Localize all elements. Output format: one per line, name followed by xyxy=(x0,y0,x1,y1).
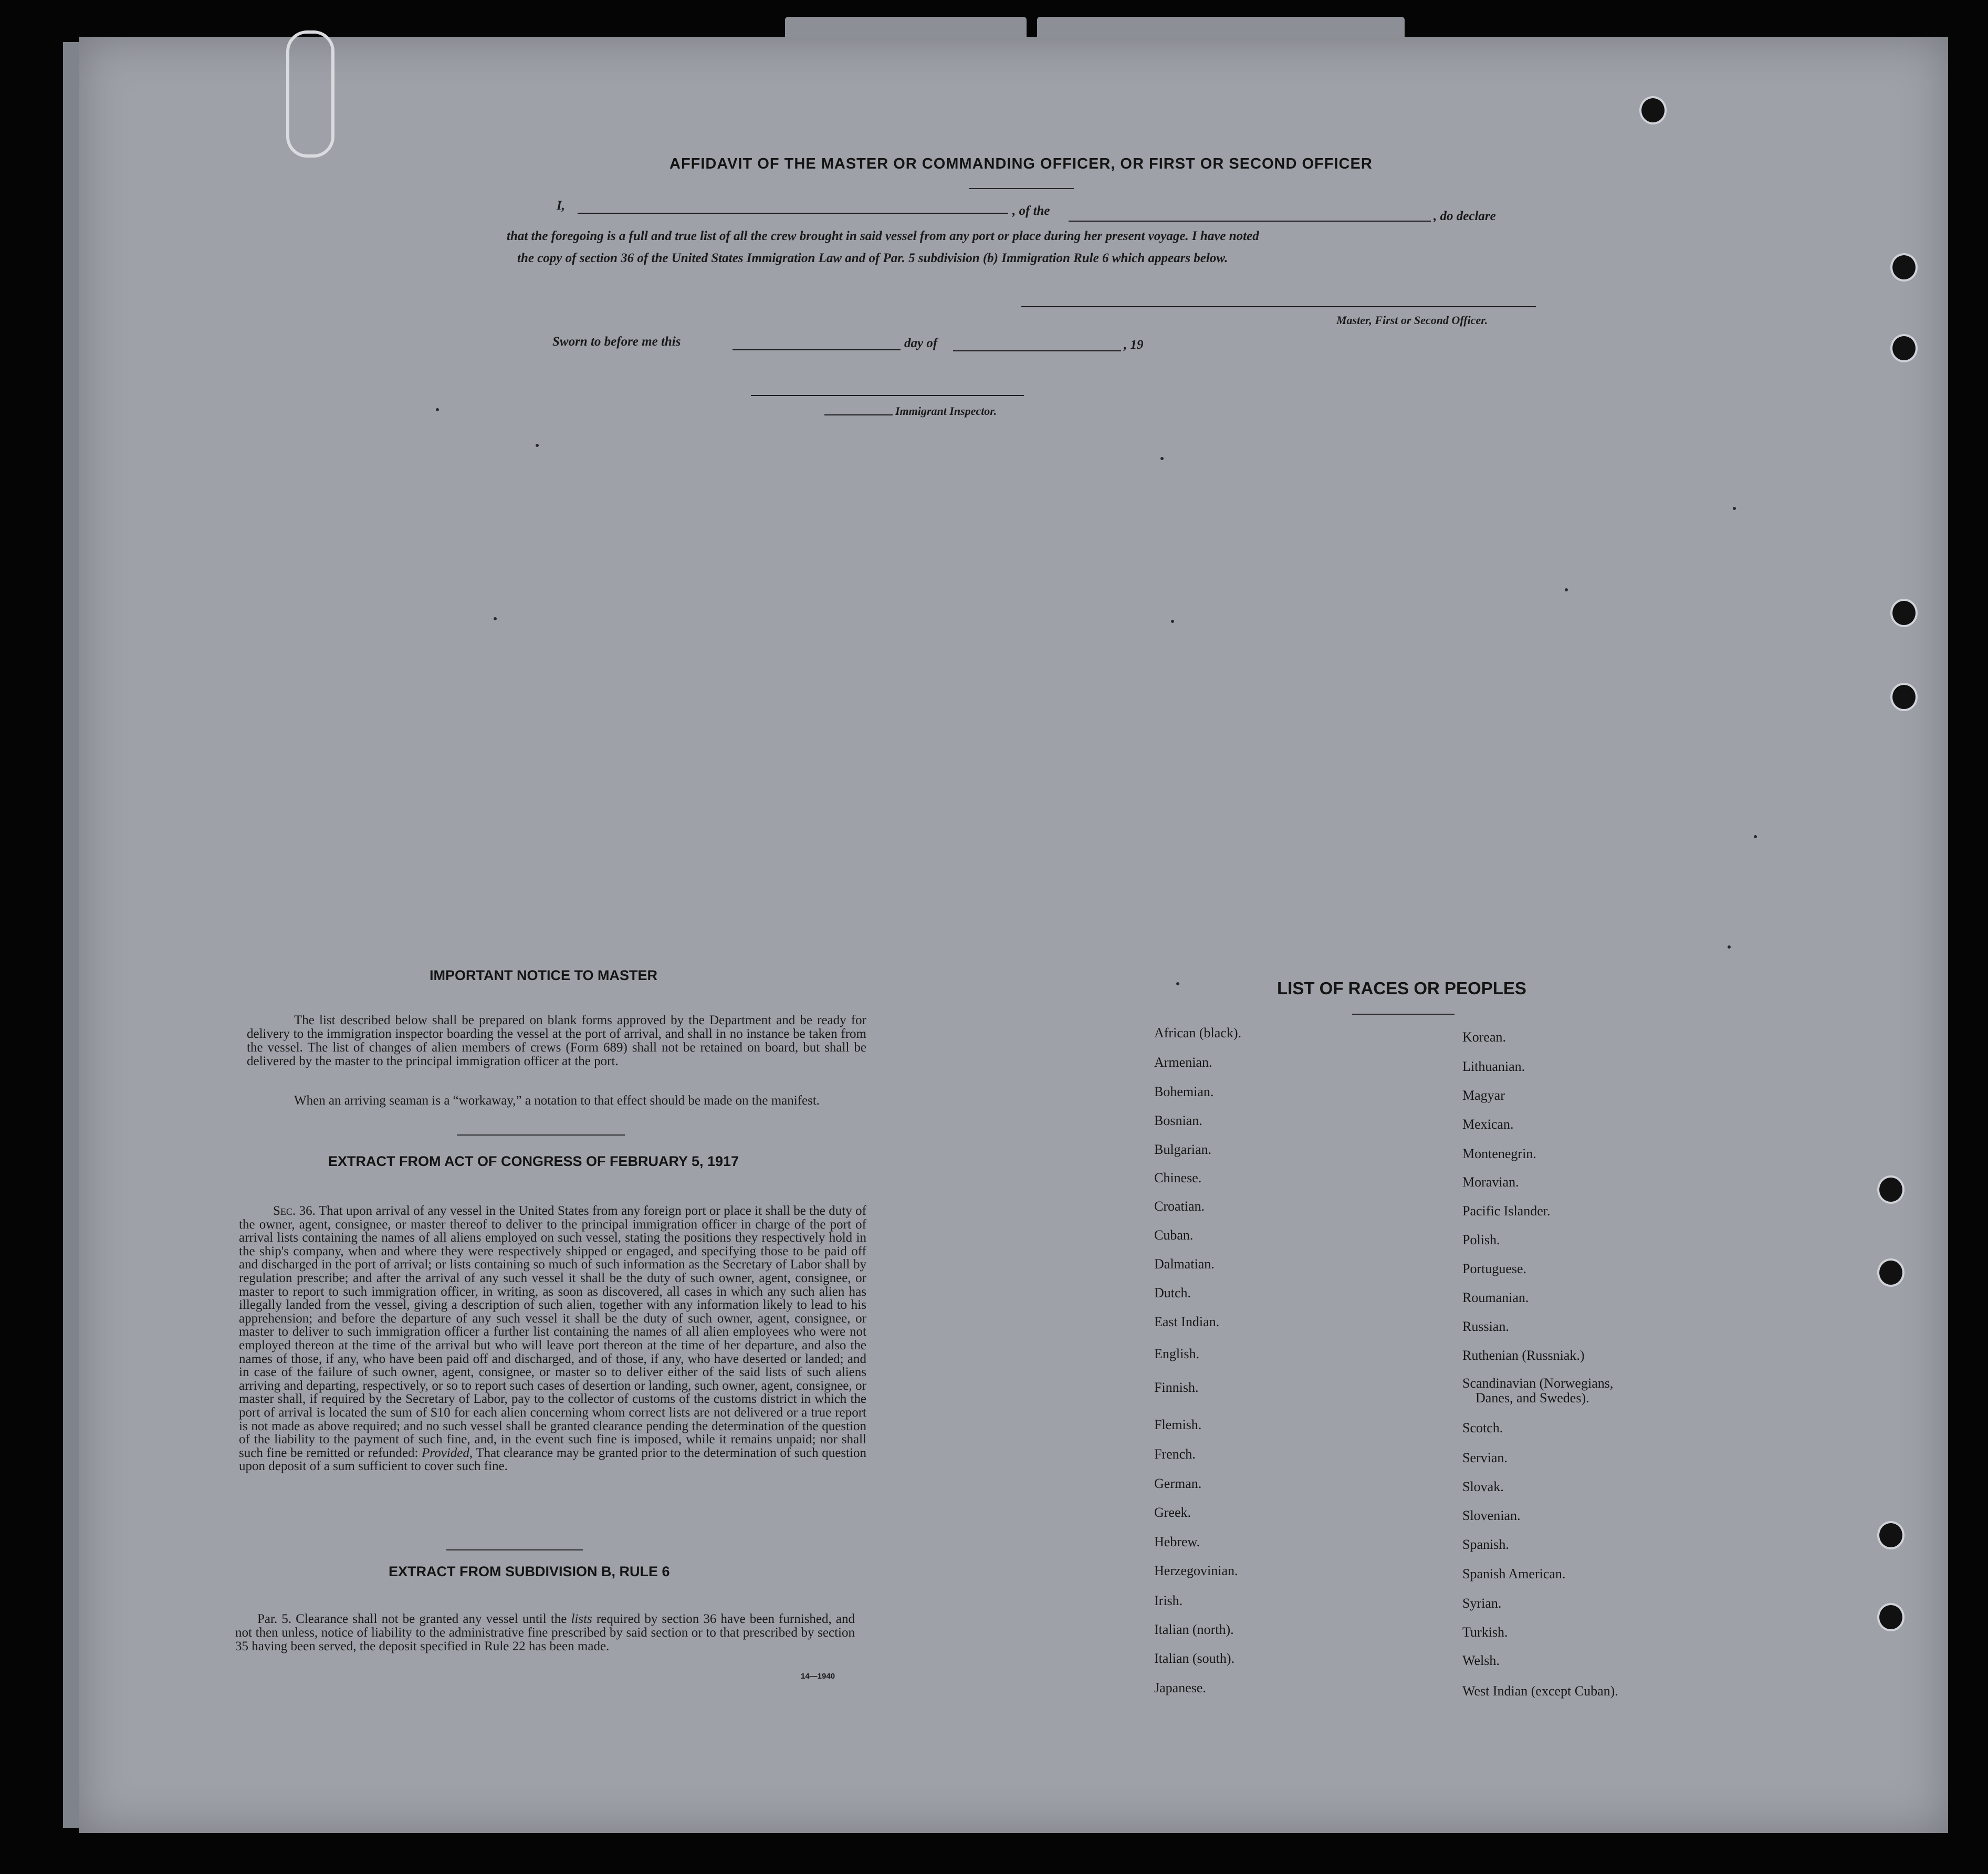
race-item: English. xyxy=(1154,1346,1199,1361)
race-item: Syrian. xyxy=(1462,1596,1502,1611)
race-item: Russian. xyxy=(1462,1319,1509,1334)
act-extract-text xyxy=(239,1204,866,1473)
punch-hole xyxy=(1890,253,1918,282)
race-item: Magyar xyxy=(1462,1088,1505,1103)
act-proviso-label: Provided, xyxy=(422,1445,473,1460)
speck xyxy=(1176,982,1179,985)
speck xyxy=(1160,457,1164,460)
punch-hole xyxy=(1877,1175,1905,1204)
notice-divider xyxy=(457,1134,625,1136)
race-item: East Indian. xyxy=(1154,1314,1220,1329)
race-item: German. xyxy=(1154,1476,1202,1491)
race-item: Lithuanian. xyxy=(1462,1059,1525,1074)
race-item: Turkish. xyxy=(1462,1625,1508,1640)
race-item: Bulgarian. xyxy=(1154,1142,1212,1157)
race-item: West Indian (except Cuban). xyxy=(1462,1683,1618,1699)
races-title-rule xyxy=(1352,1014,1455,1015)
race-item: Greek. xyxy=(1154,1505,1191,1520)
notice-paragraph-1 xyxy=(247,1014,866,1068)
punch-hole xyxy=(1890,334,1918,362)
speck xyxy=(1565,588,1568,591)
race-item: Japanese. xyxy=(1154,1680,1206,1695)
race-item: Flemish. xyxy=(1154,1417,1202,1432)
affidavit-i: I, xyxy=(557,199,565,213)
rule-text-b: required by section 36 have been furnished, and not then unless, notice of liability to the administrative fine prescribed by said section or to that prescribed by section 35 having been served, the deposit specified in Rule 22 has been made. xyxy=(235,1612,855,1653)
speck xyxy=(436,408,439,411)
race-item: Polish. xyxy=(1462,1232,1500,1247)
race-item: Italian (south). xyxy=(1154,1651,1235,1666)
affidavit-line-3: the copy of section 36 of the United States Immigration Law and of Par. 5 subdivision (b) Immigration Rule 6 which appears below. xyxy=(517,251,1228,265)
name-blank[interactable] xyxy=(578,213,1008,214)
speck xyxy=(1754,835,1757,838)
sworn-date-blank[interactable] xyxy=(733,349,901,350)
form-number: 14—1940 xyxy=(801,1672,835,1681)
punch-hole xyxy=(1877,1603,1905,1631)
rule-extract-title: EXTRACT FROM SUBDIVISION B, RULE 6 xyxy=(389,1564,670,1579)
race-item: Spanish American. xyxy=(1462,1566,1566,1581)
race-item: Scandinavian (Norwegians, xyxy=(1462,1376,1614,1391)
act-proviso-text: That clearance may be granted prior to the determination of such question upon deposit of a sum sufficient to cover such fine. xyxy=(239,1445,867,1474)
race-item: Mexican. xyxy=(1462,1117,1514,1132)
speck xyxy=(1171,620,1174,623)
act-section-text: That upon arrival of any vessel in the United States from any foreign port or place it shall be the duty of the owner, agent, consignee, or master thereof to deliver to the principal immigration officer in charge of the port of arrival lists containing the names of all aliens employed on such vessel, stating the positions they respectively hold in the ship's company, when and where they were respectively shipped or engaged, and specifying those to be paid off and discharged in the port of arrival; or lists containing so much of such information as the Secretary of Labor shall by regulation prescribe; and after the arrival of any such vessel it shall be the duty of such owner, agent, consignee, or master to report to such immigration officer, in writing, as soon as discovered, all cases in which any such alien has illegally landed from the vessel, giving a description of such alien, together with any information likely to lead to his apprehension; and before the departure of any such vessel it shall be the duty of such owner, agent, consignee, or master to deliver to such immigration officer a further list containing the names of all alien employees who were not employed thereon at the time of the arrival but who will leave port thereon at the time of her departure, and also the names of those, if any, who have been paid off and discharged, and of those, if any, who have deserted or landed; and in case of the failure of such owner, agent, consignee, or master so to deliver either of the said lists of such aliens arriving and departing, respectively, or so to report such cases of desertion or landing, such owner, agent, consignee, or master shall, if required by the Secretary of Labor, pay to the collector of customs of the customs district in which the port of arrival is located the sum of $10 for each alien concerning whom correct lists are not delivered or a true report is not made as above required; and no such vessel shall be granted clearance pending the determination of the question of the liability to the payment of such fine, and, in the event such fine is imposed, while it remains unpaid; nor shall such fine be remitted or refunded: xyxy=(239,1204,866,1460)
inspector-caption-rule xyxy=(824,414,893,415)
race-item: Montenegrin. xyxy=(1462,1146,1536,1161)
race-item: Danes, and Swedes). xyxy=(1476,1390,1589,1406)
notice-paragraph-2-text: When an arriving seaman is a “workaway,” a notation to that effect should be made on the manifest. xyxy=(294,1094,820,1108)
race-item: Spanish. xyxy=(1462,1537,1509,1552)
race-item: Chinese. xyxy=(1154,1170,1202,1185)
notice-paragraph-2 xyxy=(247,1094,866,1108)
rule-lists-word: lists xyxy=(571,1612,592,1626)
race-item: Croatian. xyxy=(1154,1199,1205,1214)
rule-extract-text xyxy=(235,1612,855,1653)
race-item: Pacific Islander. xyxy=(1462,1203,1551,1219)
paper-clip xyxy=(286,30,334,158)
affidavit-of-the: , of the xyxy=(1012,204,1050,218)
races-title: LIST OF RACES OR PEOPLES xyxy=(1277,978,1526,998)
sworn-month-blank[interactable] xyxy=(953,350,1121,351)
race-item: Herzegovinian. xyxy=(1154,1563,1238,1578)
speck xyxy=(1728,945,1731,949)
inspector-signature-blank[interactable] xyxy=(751,395,1024,396)
race-item: Finnish. xyxy=(1154,1380,1199,1395)
race-item: Armenian. xyxy=(1154,1055,1212,1070)
affidavit-line-2: that the foregoing is a full and true list of all the crew brought in said vessel from any port or place during her present voyage. I have noted xyxy=(507,229,1259,243)
race-item: Irish. xyxy=(1154,1593,1183,1608)
race-item: French. xyxy=(1154,1446,1196,1462)
document-sheet xyxy=(79,37,1948,1833)
punch-hole xyxy=(1890,599,1918,627)
race-item: Roumanian. xyxy=(1462,1290,1529,1305)
affidavit-title: AFFIDAVIT OF THE MASTER OR COMMANDING OFFICER, OR FIRST OR SECOND OFFICER xyxy=(669,155,1373,172)
notice-paragraph-1-text: The list described below shall be prepared on blank forms approved by the Department and be ready for delivery to the immigration inspector boarding the vessel at the port of arrival, and shall in no instance be taken from the vessel. The list of changes of alien members of crews (Form 689) shall not be retained on board, but shall be delivered by the master to the principal immigration officer at the port. xyxy=(247,1013,866,1068)
rule-text-a: Par. 5. Clearance shall not be granted any vessel until the xyxy=(257,1612,567,1626)
title-rule xyxy=(969,188,1074,189)
race-item: Korean. xyxy=(1462,1029,1506,1045)
race-item: Italian (north). xyxy=(1154,1622,1234,1637)
sworn-year: , 19 xyxy=(1124,338,1144,352)
race-item: Moravian. xyxy=(1462,1174,1519,1190)
race-item: Servian. xyxy=(1462,1450,1508,1465)
signer-caption: Master, First or Second Officer. xyxy=(1336,314,1488,327)
inspector-caption: Immigrant Inspector. xyxy=(895,404,997,418)
notice-title: IMPORTANT NOTICE TO MASTER xyxy=(430,967,657,983)
punch-hole xyxy=(1890,683,1918,711)
race-item: Scotch. xyxy=(1462,1420,1503,1435)
sworn-day-of: day of xyxy=(904,336,938,350)
punch-hole xyxy=(1877,1521,1905,1549)
race-item: Welsh. xyxy=(1462,1653,1500,1668)
act-section-label: Sec. 36. xyxy=(273,1204,316,1218)
act-divider xyxy=(446,1549,583,1550)
race-item: Dutch. xyxy=(1154,1285,1191,1300)
race-item: Portuguese. xyxy=(1462,1261,1527,1276)
sworn-prefix: Sworn to before me this xyxy=(552,335,681,349)
speck xyxy=(494,617,497,620)
speck xyxy=(1733,507,1736,510)
race-item: Dalmatian. xyxy=(1154,1256,1215,1272)
race-item: Cuban. xyxy=(1154,1227,1194,1243)
speck xyxy=(536,444,539,447)
race-item: Slovenian. xyxy=(1462,1508,1521,1523)
act-extract-title: EXTRACT FROM ACT OF CONGRESS OF FEBRUARY 5, 1917 xyxy=(328,1153,739,1169)
race-item: African (black). xyxy=(1154,1025,1242,1040)
race-item: Hebrew. xyxy=(1154,1534,1200,1549)
punch-hole xyxy=(1639,96,1667,124)
race-item: Slovak. xyxy=(1462,1479,1504,1494)
signature-blank[interactable] xyxy=(1021,306,1536,307)
race-item: Bohemian. xyxy=(1154,1084,1214,1099)
punch-hole xyxy=(1877,1258,1905,1287)
race-item: Bosnian. xyxy=(1154,1113,1202,1128)
vessel-blank[interactable] xyxy=(1069,221,1431,222)
race-item: Ruthenian (Russniak.) xyxy=(1462,1348,1585,1363)
affidavit-declare: , do declare xyxy=(1434,209,1496,223)
